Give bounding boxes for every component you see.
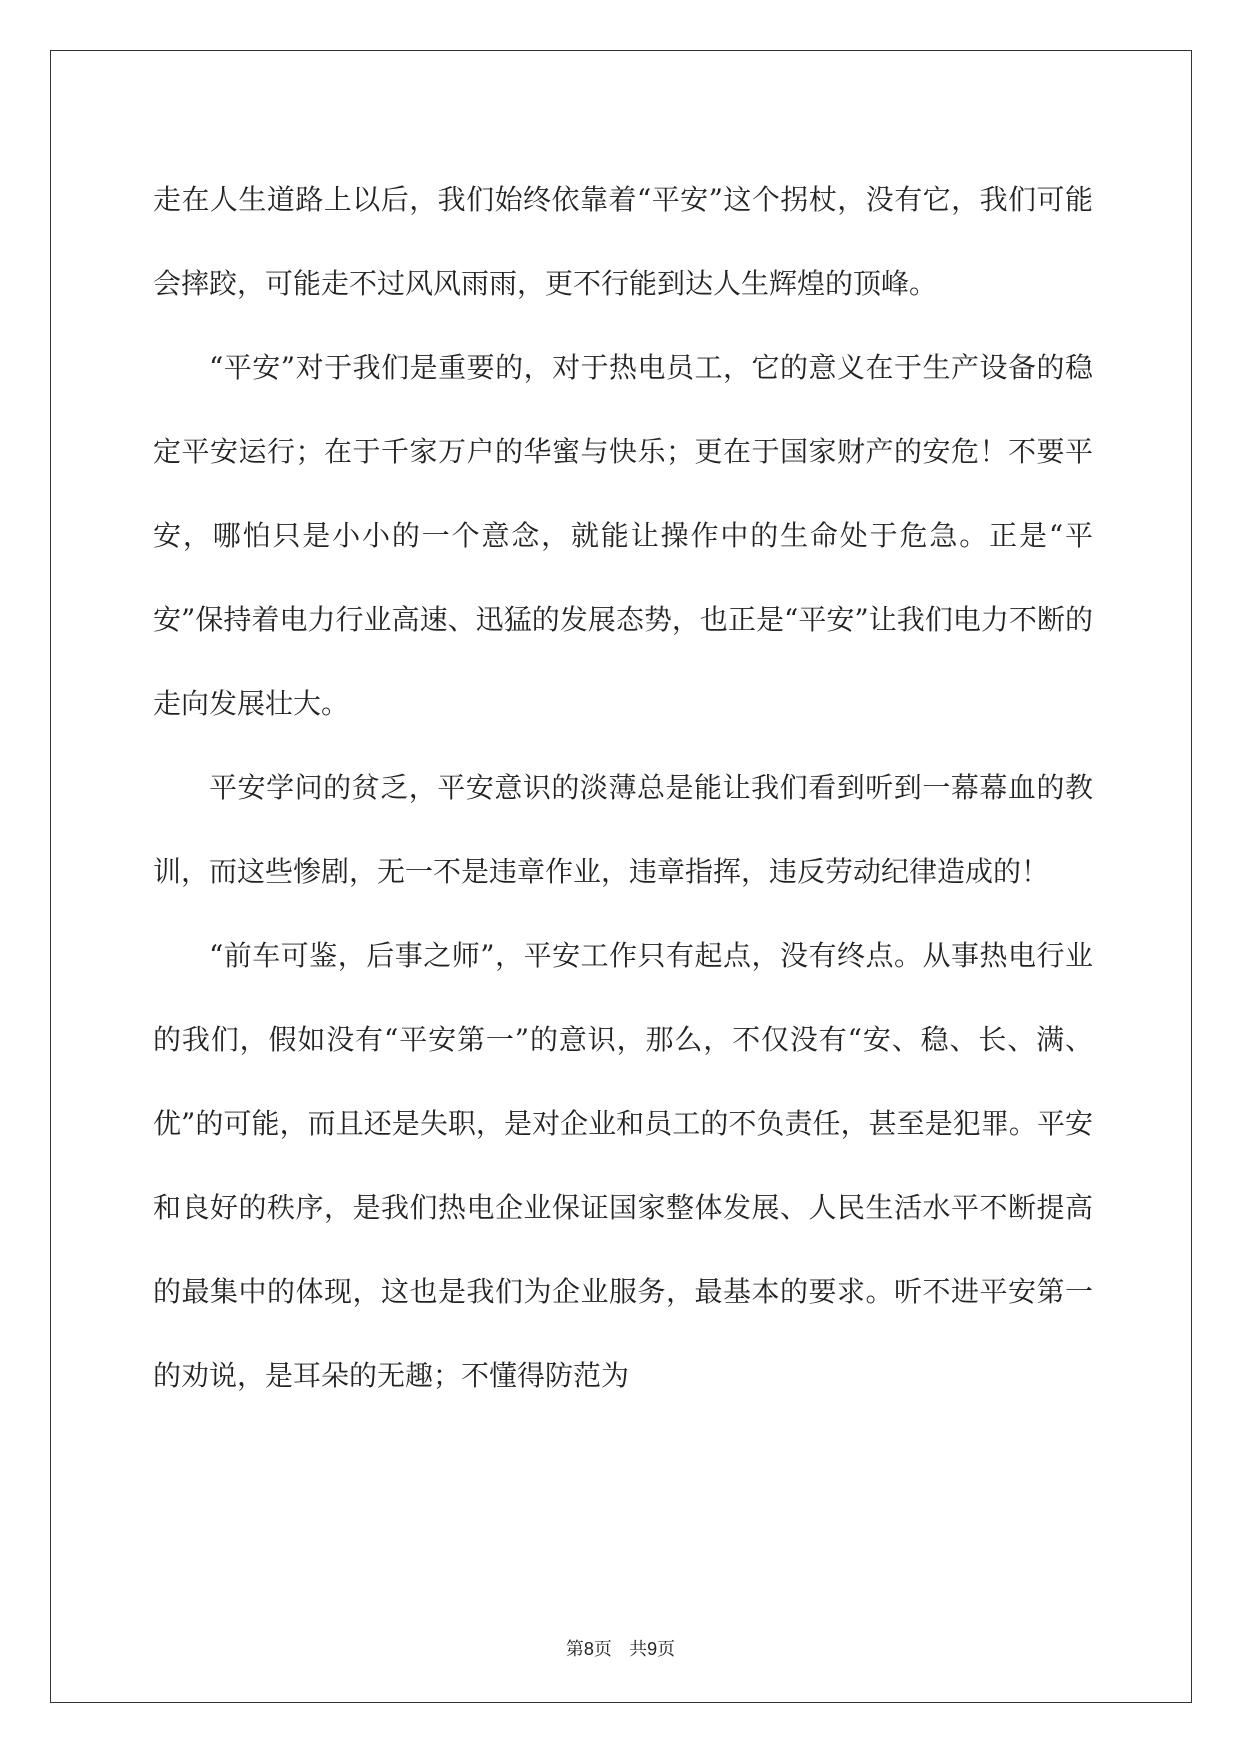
paragraph-3: 平安学问的贫乏，平安意识的淡薄总是能让我们看到听到一幕幕血的教训，而这些惨剧，无一不是违章作业，违章指挥，违反劳动纪律造成的！ [153, 771, 1093, 888]
page-footer [0, 1635, 1241, 1661]
current-page-number: 8 [583, 1639, 594, 1659]
total-prefix: 共 [629, 1639, 648, 1660]
total-suffix: 页 [657, 1639, 676, 1660]
paragraph-2: “平安”对于我们是重要的，对于热电员工，它的意义在于生产设备的稳定平安运行；在于千家万户的华蜜与快乐；更在于国家财产的安危！不要平安，哪怕只是小小的一个意念，就能让操作中的生命处于危急。正是“平安”保持着电力行业高速、迅猛的发展态势，也正是“平安”让我们电力不断的走向发展壮大。 [153, 351, 1093, 720]
page-suffix: 页 [593, 1639, 612, 1660]
total-pages-number: 9 [647, 1639, 658, 1659]
paragraph-1: 走在人生道路上以后，我们始终依靠着“平安”这个拐杖，没有它，我们可能会摔跤，可能走不过风风雨雨，更不行能到达人生辉煌的顶峰。 [153, 183, 1093, 300]
page-prefix: 第 [565, 1639, 584, 1660]
document-body [153, 158, 1093, 1418]
paragraph-4: “前车可鉴，后事之师”，平安工作只有起点，没有终点。从事热电行业的我们，假如没有“平安第一”的意识，那么，不仅没有“安、稳、长、满、优”的可能，而且还是失职，是对企业和员工的不负责任，甚至是犯罪。平安和良好的秩序，是我们热电企业保证国家整体发展、人民生活水平不断提高的最集中的体现，这也是我们为企业服务，最基本的要求。听不进平安第一的劝说，是耳朵的无趣；不懂得防范为 [153, 939, 1093, 1392]
